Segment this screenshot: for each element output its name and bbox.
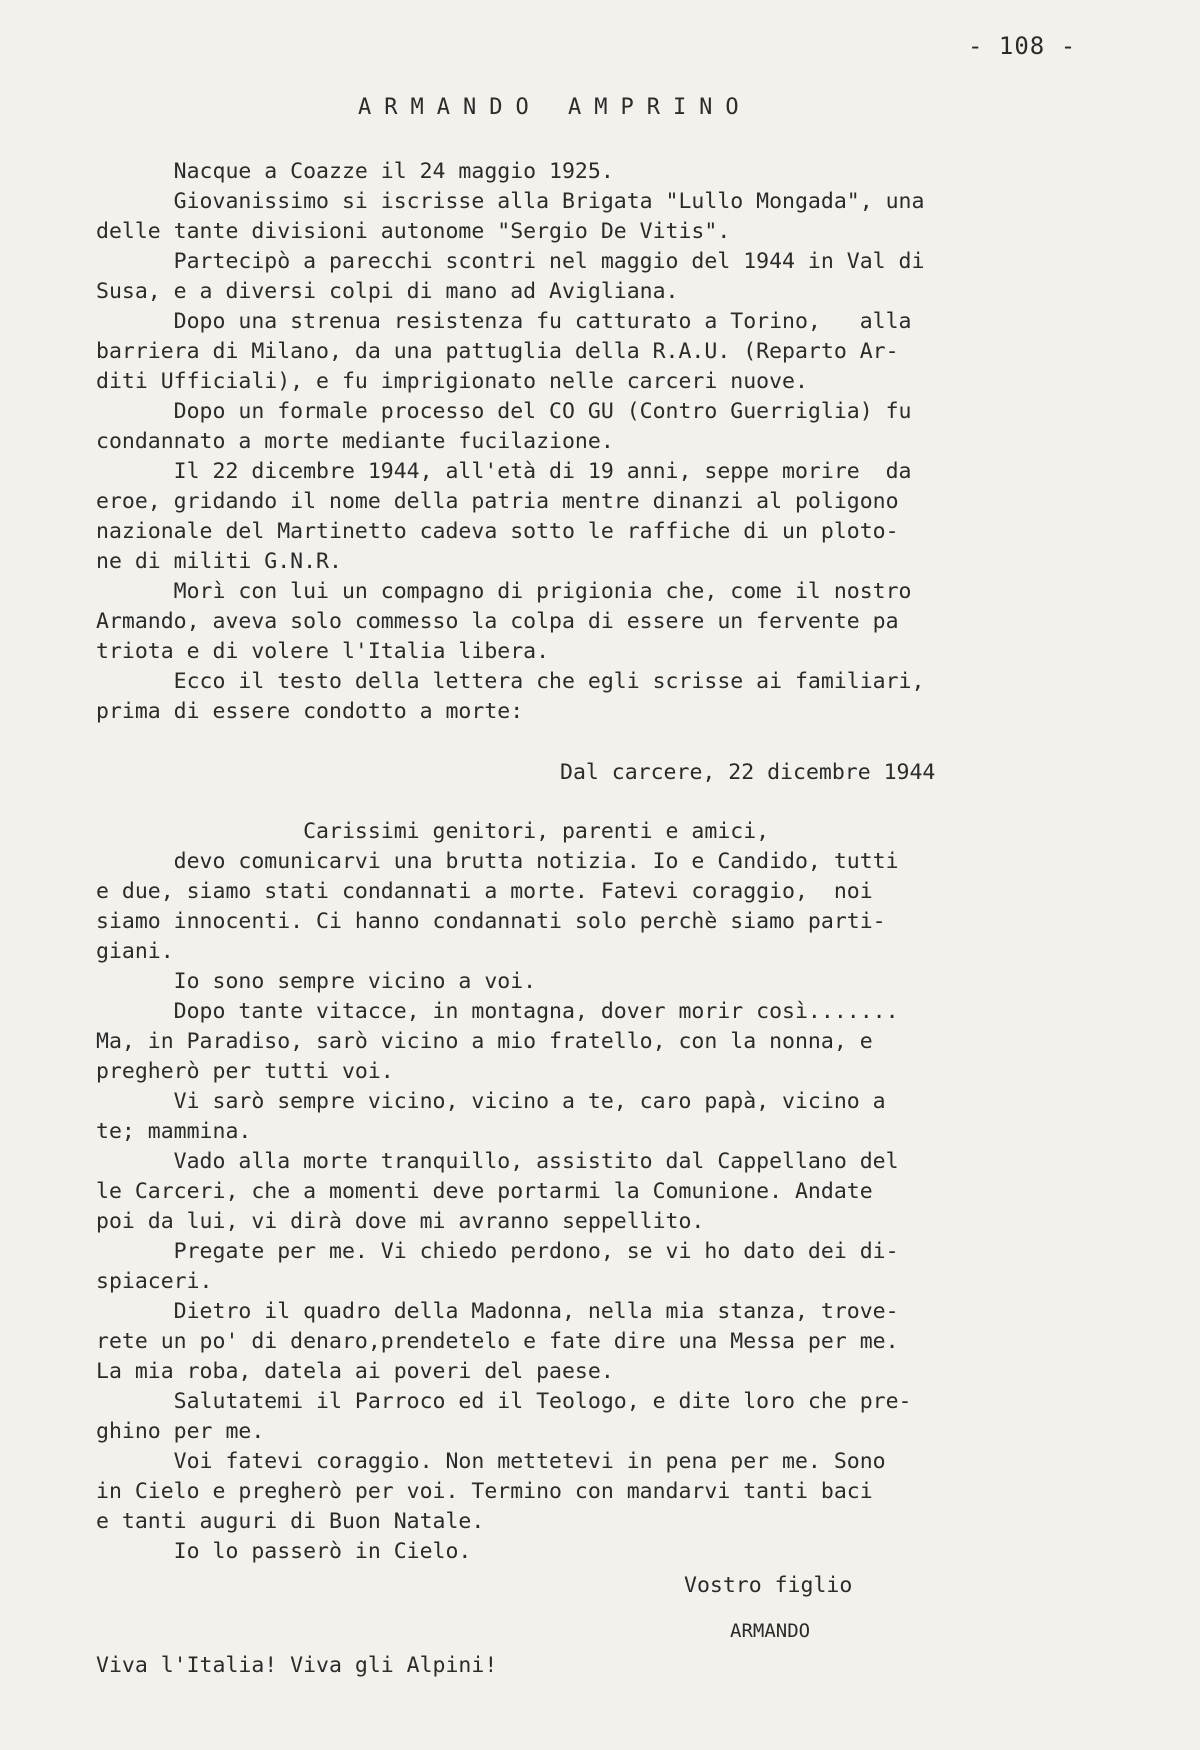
intro-line: Partecipò a parecchi scontri nel maggio del 1944 in Val di — [96, 249, 925, 274]
intro-line: ne di militi G.N.R. — [96, 549, 342, 574]
intro-line: prima di essere condotto a morte: — [96, 699, 524, 724]
letter-line: le Carceri, che a momenti deve portarmi la Comunione. Andate — [96, 1179, 873, 1204]
letter-line: Vado alla morte tranquillo, assistito dal Cappellano del — [96, 1149, 899, 1174]
page-number: - 108 - — [968, 32, 1077, 60]
letter-line: Ma, in Paradiso, sarò vicino a mio fratello, con la nonna, e — [96, 1029, 873, 1054]
intro-line: diti Ufficiali), e fu imprigionato nelle carceri nuove. — [96, 369, 808, 394]
letter-signature: ARMANDO — [730, 1620, 811, 1642]
letter-line: Dietro il quadro della Madonna, nella mia stanza, trove- — [96, 1299, 899, 1324]
intro-line: barriera di Milano, da una pattuglia della R.A.U. (Reparto Ar- — [96, 339, 899, 364]
intro-line: nazionale del Martinetto cadeva sotto le raffiche di un ploto- — [96, 519, 899, 544]
letter-line: Salutatemi il Parroco ed il Teologo, e dite loro che pre- — [96, 1389, 912, 1414]
letter-line: siamo innocenti. Ci hanno condannati solo perchè siamo parti- — [96, 909, 886, 934]
letter-line: spiaceri. — [96, 1269, 213, 1294]
letter-line: poi da lui, vi dirà dove mi avranno seppellito. — [96, 1209, 705, 1234]
letter-closing: Vostro figlio — [684, 1573, 853, 1598]
letter-line: Carissimi genitori, parenti e amici, — [96, 819, 770, 844]
letter-line: pregherò per tutti voi. — [96, 1059, 394, 1084]
final-line: Viva l'Italia! Viva gli Alpini! — [96, 1653, 498, 1678]
letter-line: e tanti auguri di Buon Natale. — [96, 1509, 485, 1534]
letter-line: rete un po' di denaro,prendetelo e fate dire una Messa per me. — [96, 1329, 899, 1354]
letter-line: in Cielo e pregherò per voi. Termino con mandarvi tanti baci — [96, 1479, 873, 1504]
letter-line: Vi sarò sempre vicino, vicino a te, caro papà, vicino a — [96, 1089, 886, 1114]
intro-line: condannato a morte mediante fucilazione. — [96, 429, 614, 454]
intro-text — [96, 157, 1062, 727]
intro-line: Dopo una strenua resistenza fu catturato a Torino, alla — [96, 309, 912, 334]
letter-line: ghino per me. — [96, 1419, 265, 1444]
intro-line: delle tante divisioni autonome "Sergio De Vitis". — [96, 219, 731, 244]
letter-line: giani. — [96, 939, 174, 964]
letter-line: devo comunicarvi una brutta notizia. Io e Candido, tutti — [96, 849, 899, 874]
intro-line: Giovanissimo si iscrisse alla Brigata "Lullo Mongada", una — [96, 189, 925, 214]
letter-line: Pregate per me. Vi chiedo perdono, se vi ho dato dei di- — [96, 1239, 899, 1264]
page-title: ARMANDO AMPRINO — [358, 95, 752, 120]
letter-line — [96, 757, 1062, 787]
intro-line: Armando, aveva solo commesso la colpa di essere un fervente pa — [96, 609, 899, 634]
intro-line: Nacque a Coazze il 24 maggio 1925. — [96, 159, 614, 184]
letter-body — [96, 757, 1062, 1567]
intro-line: Morì con lui un compagno di prigionia che, come il nostro — [96, 579, 912, 604]
letter-line: Io lo passerò in Cielo. — [96, 1539, 472, 1564]
letter-line: Io sono sempre vicino a voi. — [96, 969, 537, 994]
letter-line: Dopo tante vitacce, in montagna, dover morir così....... — [96, 999, 899, 1024]
letter-line: Voi fatevi coraggio. Non mettetevi in pena per me. Sono — [96, 1449, 886, 1474]
letter-line — [96, 787, 1062, 817]
intro-line: triota e di volere l'Italia libera. — [96, 639, 550, 664]
intro-line: Ecco il testo della lettera che egli scrisse ai familiari, — [96, 669, 925, 694]
letter-date: Dal carcere, 22 dicembre 1944 — [560, 760, 936, 785]
intro-line: Il 22 dicembre 1944, all'età di 19 anni, seppe morire da — [96, 459, 912, 484]
intro-line: eroe, gridando il nome della patria mentre dinanzi al poligono — [96, 489, 899, 514]
letter-line: e due, siamo stati condannati a morte. Fatevi coraggio, noi — [96, 879, 873, 904]
letter-line: La mia roba, datela ai poveri del paese. — [96, 1359, 614, 1384]
intro-line: Susa, e a diversi colpi di mano ad Avigliana. — [96, 279, 679, 304]
letter-line: te; mammina. — [96, 1119, 252, 1144]
intro-line: Dopo un formale processo del CO GU (Contro Guerriglia) fu — [96, 399, 912, 424]
